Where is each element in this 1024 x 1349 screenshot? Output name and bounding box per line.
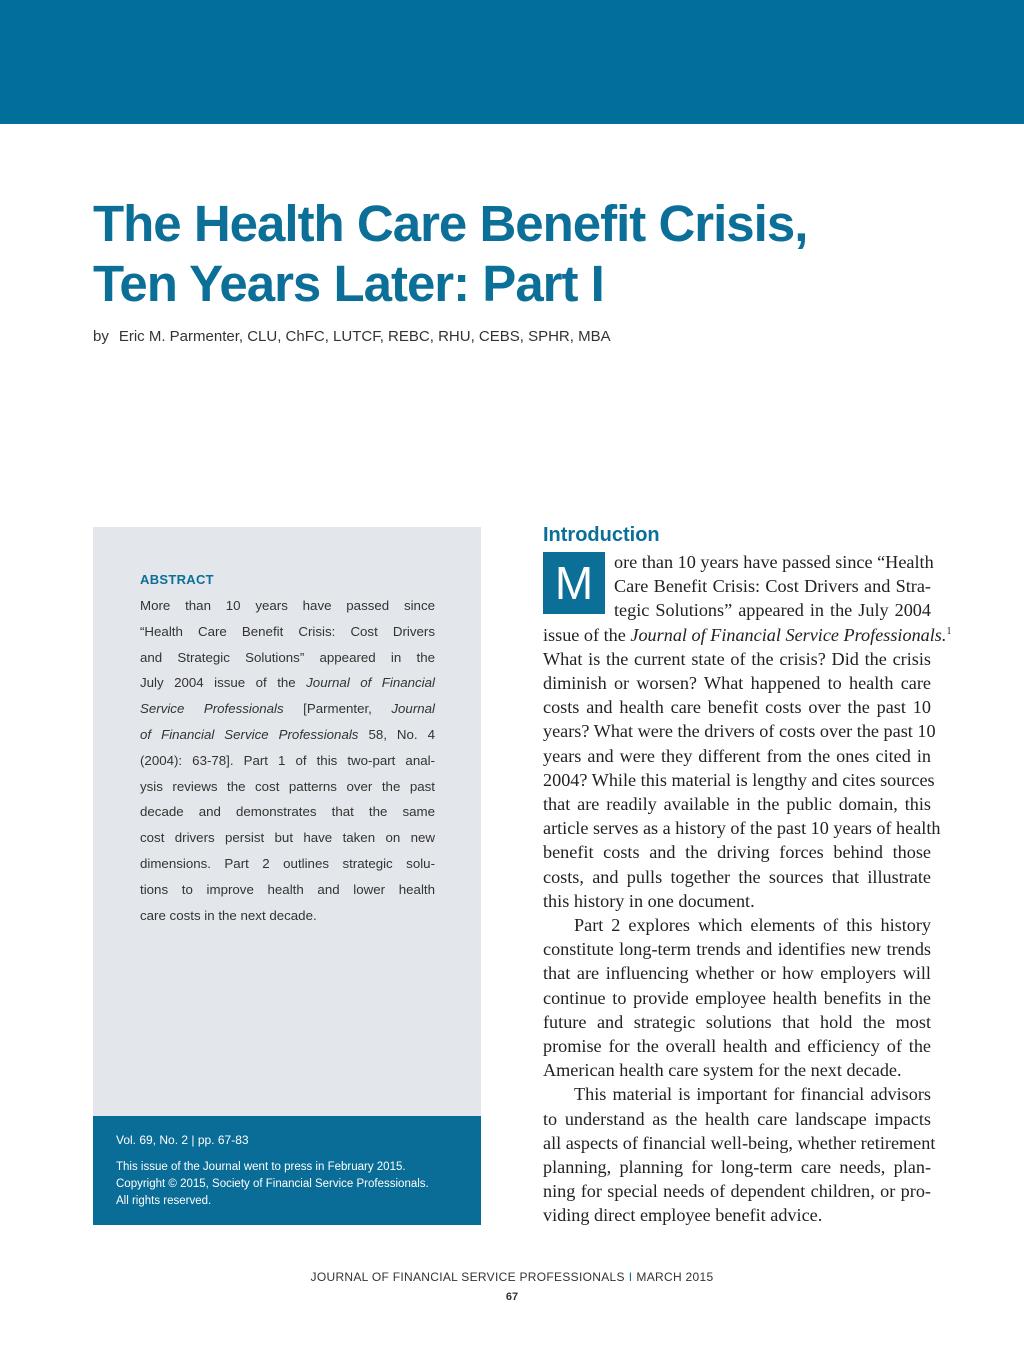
section-heading-introduction: Introduction — [543, 524, 660, 546]
body-line: planning, planning for long-term care needs, plan- — [543, 1157, 931, 1178]
body-line: continue to provide employee health benefits in the — [543, 987, 931, 1008]
body-line: this history in one document. — [543, 890, 755, 911]
author-name: Eric M. Parmenter, CLU, ChFC, LUTCF, REBC, RHU, CEBS, SPHR, MBA — [118, 328, 611, 345]
title-line-2: Ten Years Later: Part I — [93, 255, 604, 312]
abstract-line: care costs in the next decade. — [140, 907, 317, 923]
abstract-line: July 2004 issue of the Journal of Financial — [140, 675, 435, 691]
body-line: issue of the Journal of Financial Service Professionals.$^1$ — [543, 624, 952, 645]
journal-name: JOURNAL OF FINANCIAL SERVICE PROFESSIONALS — [310, 1270, 625, 1284]
title-line-1: The Health Care Benefit Crisis, — [93, 195, 808, 252]
volume-info: Vol. 69, No. 2 | pp. 67-83 — [116, 1133, 249, 1147]
abstract-text — [140, 593, 435, 928]
body-line: ning for special needs of dependent children, or pro- — [543, 1181, 931, 1202]
abstract-line: (2004): 63-78]. Part 1 of this two-part anal- — [140, 752, 435, 768]
body-line: promise for the overall health and efficiency of the — [543, 1036, 931, 1057]
issue-date: MARCH 2015 — [636, 1270, 714, 1284]
abstract-line: “Health Care Benefit Crisis: Cost Drivers — [140, 623, 435, 639]
body-line: American health care system for the next decade. — [543, 1060, 902, 1081]
body-line: costs, and pulls together the sources that illustrate — [543, 866, 931, 887]
abstract-line: cost drivers persist but have taken on new — [140, 830, 435, 846]
body-line: that are influencing whether or how employers will — [543, 963, 931, 984]
body-line: future and strategic solutions that hold the most — [543, 1011, 931, 1032]
body-line: to understand as the health care landscape impacts — [543, 1108, 931, 1129]
body-line: tegic Solutions” appeared in the July 2004 — [614, 600, 931, 621]
abstract-line: decade and demonstrates that the same — [140, 804, 435, 820]
footer-separator: I — [628, 1270, 633, 1284]
body-line: 2004? While this material is lengthy and cites sources — [543, 769, 935, 790]
body-line: What is the current state of the crisis? Did the crisis — [543, 648, 931, 669]
body-line: Care Benefit Crisis: Cost Drivers and Stra- — [614, 576, 931, 597]
body-line: years and were they different from the ones cited in — [543, 745, 931, 766]
body-line: viding direct employee benefit advice. — [543, 1205, 823, 1226]
abstract-line: and Strategic Solutions” appeared in the — [140, 649, 435, 665]
body-line: Part 2 explores which elements of this history — [574, 915, 931, 936]
abstract-line: dimensions. Part 2 outlines strategic solu- — [140, 855, 435, 871]
abstract-line: of Financial Service Professionals 58, No. 4 — [140, 726, 436, 742]
body-line: benefit costs and the driving forces behind those — [543, 842, 931, 863]
body-line: diminish or worsen? What happened to health care — [543, 673, 931, 694]
body-line: This material is important for financial advisors — [574, 1084, 931, 1105]
body-line: costs and health care benefit costs over the past 10 — [543, 697, 931, 718]
article-title — [93, 194, 953, 314]
byline — [93, 328, 611, 345]
byline-prefix: by — [93, 328, 109, 345]
abstract-line: Service Professionals [Parmenter, Journal — [140, 701, 435, 717]
body-line: constitute long-term trends and identifies new trends — [543, 939, 931, 960]
body-line: all aspects of financial well-being, whether retirement — [543, 1132, 936, 1153]
footnote-ref: 1 — [946, 625, 952, 637]
body-line: ore than 10 years have passed since “Health — [614, 552, 934, 572]
drop-cap: M — [543, 552, 605, 614]
header-band — [0, 0, 1024, 124]
page-footer — [0, 1270, 1024, 1284]
abstract-line: tions to improve health and lower health — [140, 881, 435, 897]
body-line: years? What were the drivers of costs over the past 10 — [543, 721, 936, 742]
introduction-body — [543, 550, 952, 1228]
abstract-line: ysis reviews the cost patterns over the past — [140, 778, 435, 794]
body-line: article serves as a history of the past 10 years of health — [543, 818, 941, 839]
press-copyright-info: This issue of the Journal went to press in February 2015. Copyright © 2015, Society of Financial Service Professionals. All rights reserved. — [116, 1161, 429, 1207]
abstract-heading: ABSTRACT — [140, 572, 214, 587]
abstract-line: More than 10 years have passed since — [140, 598, 435, 613]
page-number: 67 — [505, 1291, 519, 1303]
body-line: that are readily available in the public domain, this — [543, 794, 931, 815]
